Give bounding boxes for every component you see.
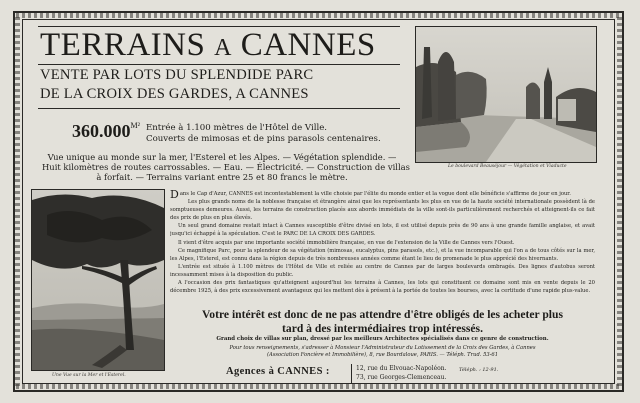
decorative-border-left [15, 16, 20, 386]
price-block [72, 121, 140, 142]
contact-info [170, 345, 595, 359]
agency-1-address: 12, rue du Elvouac-Napoléon. [356, 365, 447, 372]
features-line-2: Huit kilomètres de routes carrossables. — Eau. — Électricité. — Construction de villas [42, 162, 410, 173]
boulevard-caption: Le boulevard Beauséjour — Végétation et Viaducte [448, 164, 567, 169]
decorative-border-right [617, 16, 622, 386]
agency-2-address: 73, rue Georges-Clemenceau. [356, 374, 447, 381]
contact-line-2: (Association Foncière et Immobilière), 8, rue Bourdaloue, PARIS. — Téléph. Trud. 53-61 [266, 352, 499, 358]
article-paragraph-4: Il vient d'être acquis par une importante société immobilière française, en vue de l'extension de la Ville de Cannes vers l'Ouest. [178, 239, 515, 246]
agencies-divider [351, 364, 352, 383]
interest-line-2: tard à des intermédiaires trop intéressés. [282, 321, 483, 335]
boulevard-photo [415, 26, 597, 163]
ad-subtitle [40, 66, 410, 104]
article-paragraph-1 [170, 190, 595, 201]
article-paragraph-3: Un seul grand domaine restait intact à Cannes susceptible d'être divisé en lots, il est utilisé depuis près de 90 ans à une grande famille anglaise, et avait jusqu'ici échappé à la spéculation. C'est le PARC DE LA CROIX DES GARDES. [170, 223, 595, 238]
price-unit: M² [130, 121, 141, 130]
subtitle-line-2: DE LA CROIX DES GARDES, A CANNES [40, 86, 309, 102]
price-value: 360.000 [72, 121, 131, 141]
title-a: A [214, 35, 232, 61]
title-bottom-rule [38, 64, 400, 65]
agencies-label: Agences à CANNES : [226, 366, 330, 377]
price-desc-line-2: Couverts de mimosas et de pins parasols centenaires. [146, 134, 381, 144]
interest-line-1: Votre intérêt est donc de ne pas attendre d'être obligés de les acheter plus [202, 308, 563, 321]
article-body [170, 190, 595, 300]
article-paragraph-7: A l'occasion des prix fantastiques qu'atteignent aujourd'hui les terrains à Cannes, les lots qui constituent ce domaine sont mis en vente depuis le 20 décembre 1925, à des prix excessivement avantageux qui les mettent dès à présent à la portée de toutes les bourses, avec la certitude d'une rapide plus-value. [170, 280, 595, 295]
agency-1-telephone: Téléph. : 12-91. [459, 367, 499, 373]
decorative-border-bottom [16, 384, 621, 389]
features-line-1: Vue unique au monde sur la mer, l'Esterel et les Alpes. — Végétation splendide. — [47, 152, 397, 162]
price-description [146, 123, 381, 145]
drop-cap: D [170, 190, 179, 201]
title-cannes: CANNES [240, 27, 376, 63]
subtitle-rule [38, 108, 400, 109]
features-text [42, 152, 410, 183]
article-paragraph-2: Les plus grands noms de la noblesse française et étrangère ainsi que les représentants les plus en vue de la haute société internationale possèdent là de somptueuses demeures. Aussi, les terrains de construction placés aux abords immédiats de la ville sont-ils particulièrement recherchés et atteignent-ils ce fait des prix de plus en plus élevés. [170, 199, 595, 222]
villa-choice-line: Grand choix de villas sur plan, dressé par les meilleurs Architectes spécialisés dans ce genre de construction. [216, 336, 549, 342]
subtitle-line-1: VENTE PAR LOTS DU SPLENDIDE PARC [40, 67, 314, 83]
features-line-3: à forfait. — Terrains variant entre 25 et 80 francs le mètre. [96, 172, 348, 183]
pine-tree-photo [31, 189, 165, 371]
article-paragraph-5: Ce magnifique Parc, pour la splendeur de sa végétation (mimosas, eucalyptus, pins parasols, etc.), et la vue incomparable qui l'on a de tous côtés sur la mer, les Alpes, l'Esterel, est connu dans la région depuis de très nombreuses années comme étant le lieu de promenade le plus apprécié des hivernants. [170, 247, 595, 262]
article-paragraph-6: L'entrée est située à 1.100 mètres de l'Hôtel de Ville et reliée au centre de Cannes par de larges boulevards ombragés. Des lignes d'autobus seront incessamment mises à la disposition du public. [170, 263, 595, 278]
contact-line-1: Pour tous renseignements, s'adresser à Monsieur l'Administrateur du Lotissement de la Croix des Gardes, à Cannes [229, 345, 536, 351]
article-paragraph-1-text: ans le Cap d'Azur, CANNES est incontestablement la ville choisie par l'élite du monde entier et la vogue dont elle bénéficie s'affirme de jour en jour. [179, 191, 571, 197]
title-terrains: TERRAINS [40, 27, 206, 63]
pine-tree-caption: Une Vue sur la Mer et l'Esterel. [52, 373, 126, 378]
interest-heading [170, 308, 595, 335]
price-desc-line-1: Entrée à 1.100 mètres de l'Hôtel de Ville. [146, 123, 328, 133]
ad-title [40, 26, 400, 67]
decorative-border-top [16, 13, 621, 18]
